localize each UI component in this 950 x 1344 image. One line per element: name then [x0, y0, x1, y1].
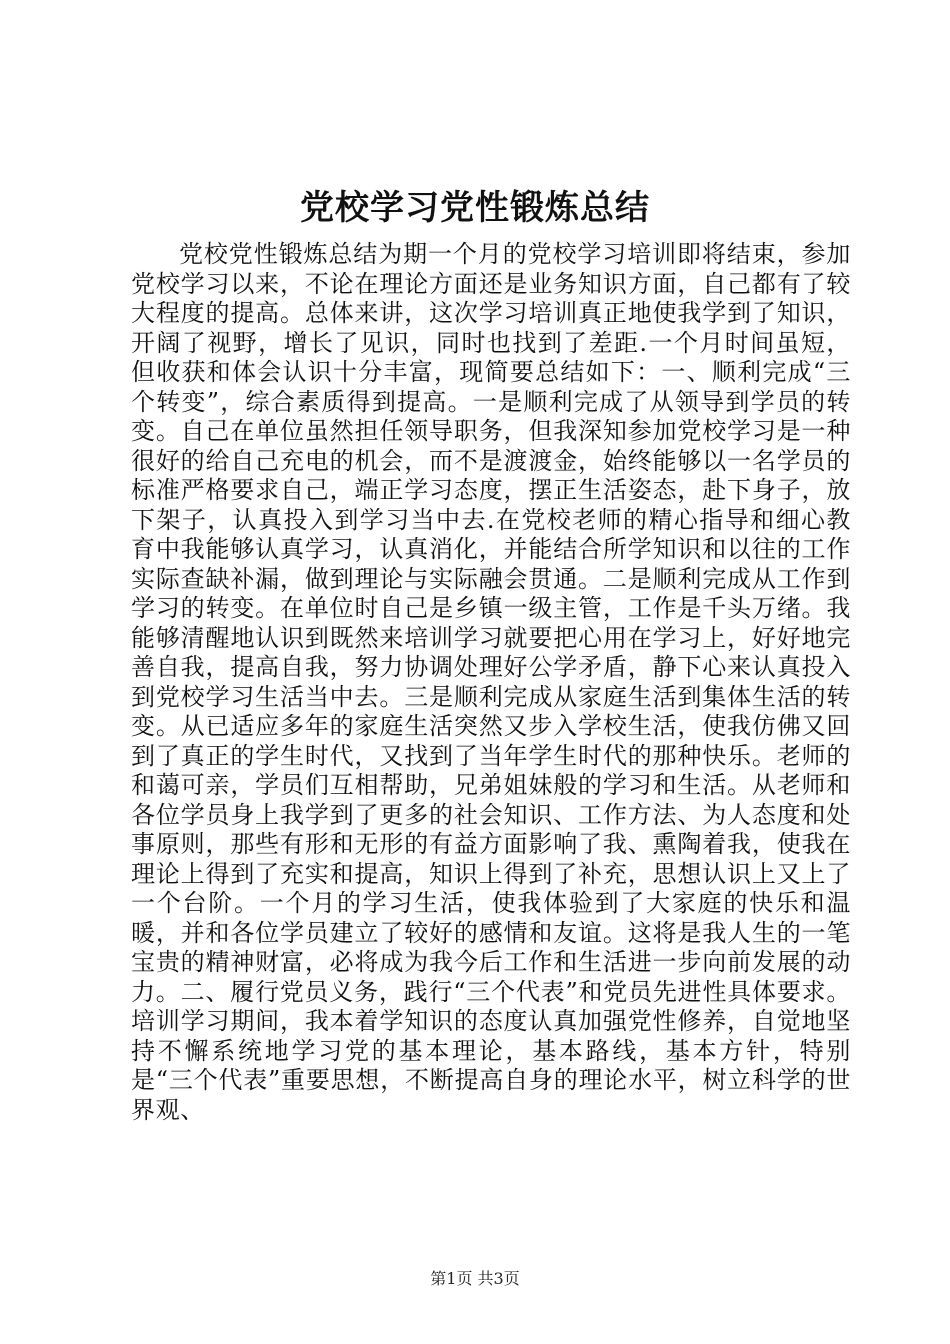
document-title: 党校学习党性锻炼总结 [300, 188, 650, 228]
body-paragraph: 党校党性锻炼总结为期一个月的党校学习培训即将结束，参加党校学习以来，不论在理论方面还是业务知识方面，自己都有了较大程度的提高。总体来讲，这次学习培训真正地使我学到了知识，开阔了视野，增长了见识，同时也找到了差距.一个月时间虽短，但收获和体会认识十分丰富，现简要总结如下：一、顺利完成“三个转变”，综合素质得到提高。一是顺利完成了从领导到学员的转变。自己在单位虽然担任领导职务，但我深知参加党校学习是一种很好的给自己充电的机会，而不是渡渡金，始终能够以一名学员的标准严格要求自己，端正学习态度，摆正生活姿态，赴下身子，放下架子，认真投入到学习当中去.在党校老师的精心指导和细心教育中我能够认真学习，认真消化，并能结合所学知识和以往的工作实际查缺补漏，做到理论与实际融会贯通。二是顺利完成从工作到学习的转变。在单位时自己是乡镇一级主管，工作是千头万绪。我能够清醒地认识到既然来培训学习就要把心用在学习上，好好地完善自我，提高自我，努力协调处理好公学矛盾，静下心来认真投入到党校学习生活当中去。三是顺利完成从家庭生活到集体生活的转变。从已适应多年的家庭生活突然又步入学校生活，使我仿佛又回到了真正的学生时代，又找到了当年学生时代的那种快乐。老师的和蔼可亲，学员们互相帮助，兄弟姐妹般的学习和生活。从老师和各位学员身上我学到了更多的社会知识、工作方法、为人态度和处事原则，那些有形和无形的有益方面影响了我、熏陶着我，使我在理论上得到了充实和提高，知识上得到了补充，思想认识上又上了一个台阶。一个月的学习生活，使我体验到了大家庭的快乐和温暖，并和各位学员建立了较好的感情和友谊。这将是我人生的一笔宝贵的精神财富，必将成为我今后工作和生活进一步向前发展的动力。二、履行党员义务，践行“三个代表”和党员先进性具体要求。培训学习期间，我本着学知识的态度认真加强党性修养，自觉地坚持不懈系统地学习党的基本理论，基本路线，基本方针，特别是“三个代表”重要思想，不断提高自身的理论水平，树立科学的世界观、 [131, 240, 851, 1124]
page-number-footer: 第1页 共3页 [430, 1269, 520, 1288]
